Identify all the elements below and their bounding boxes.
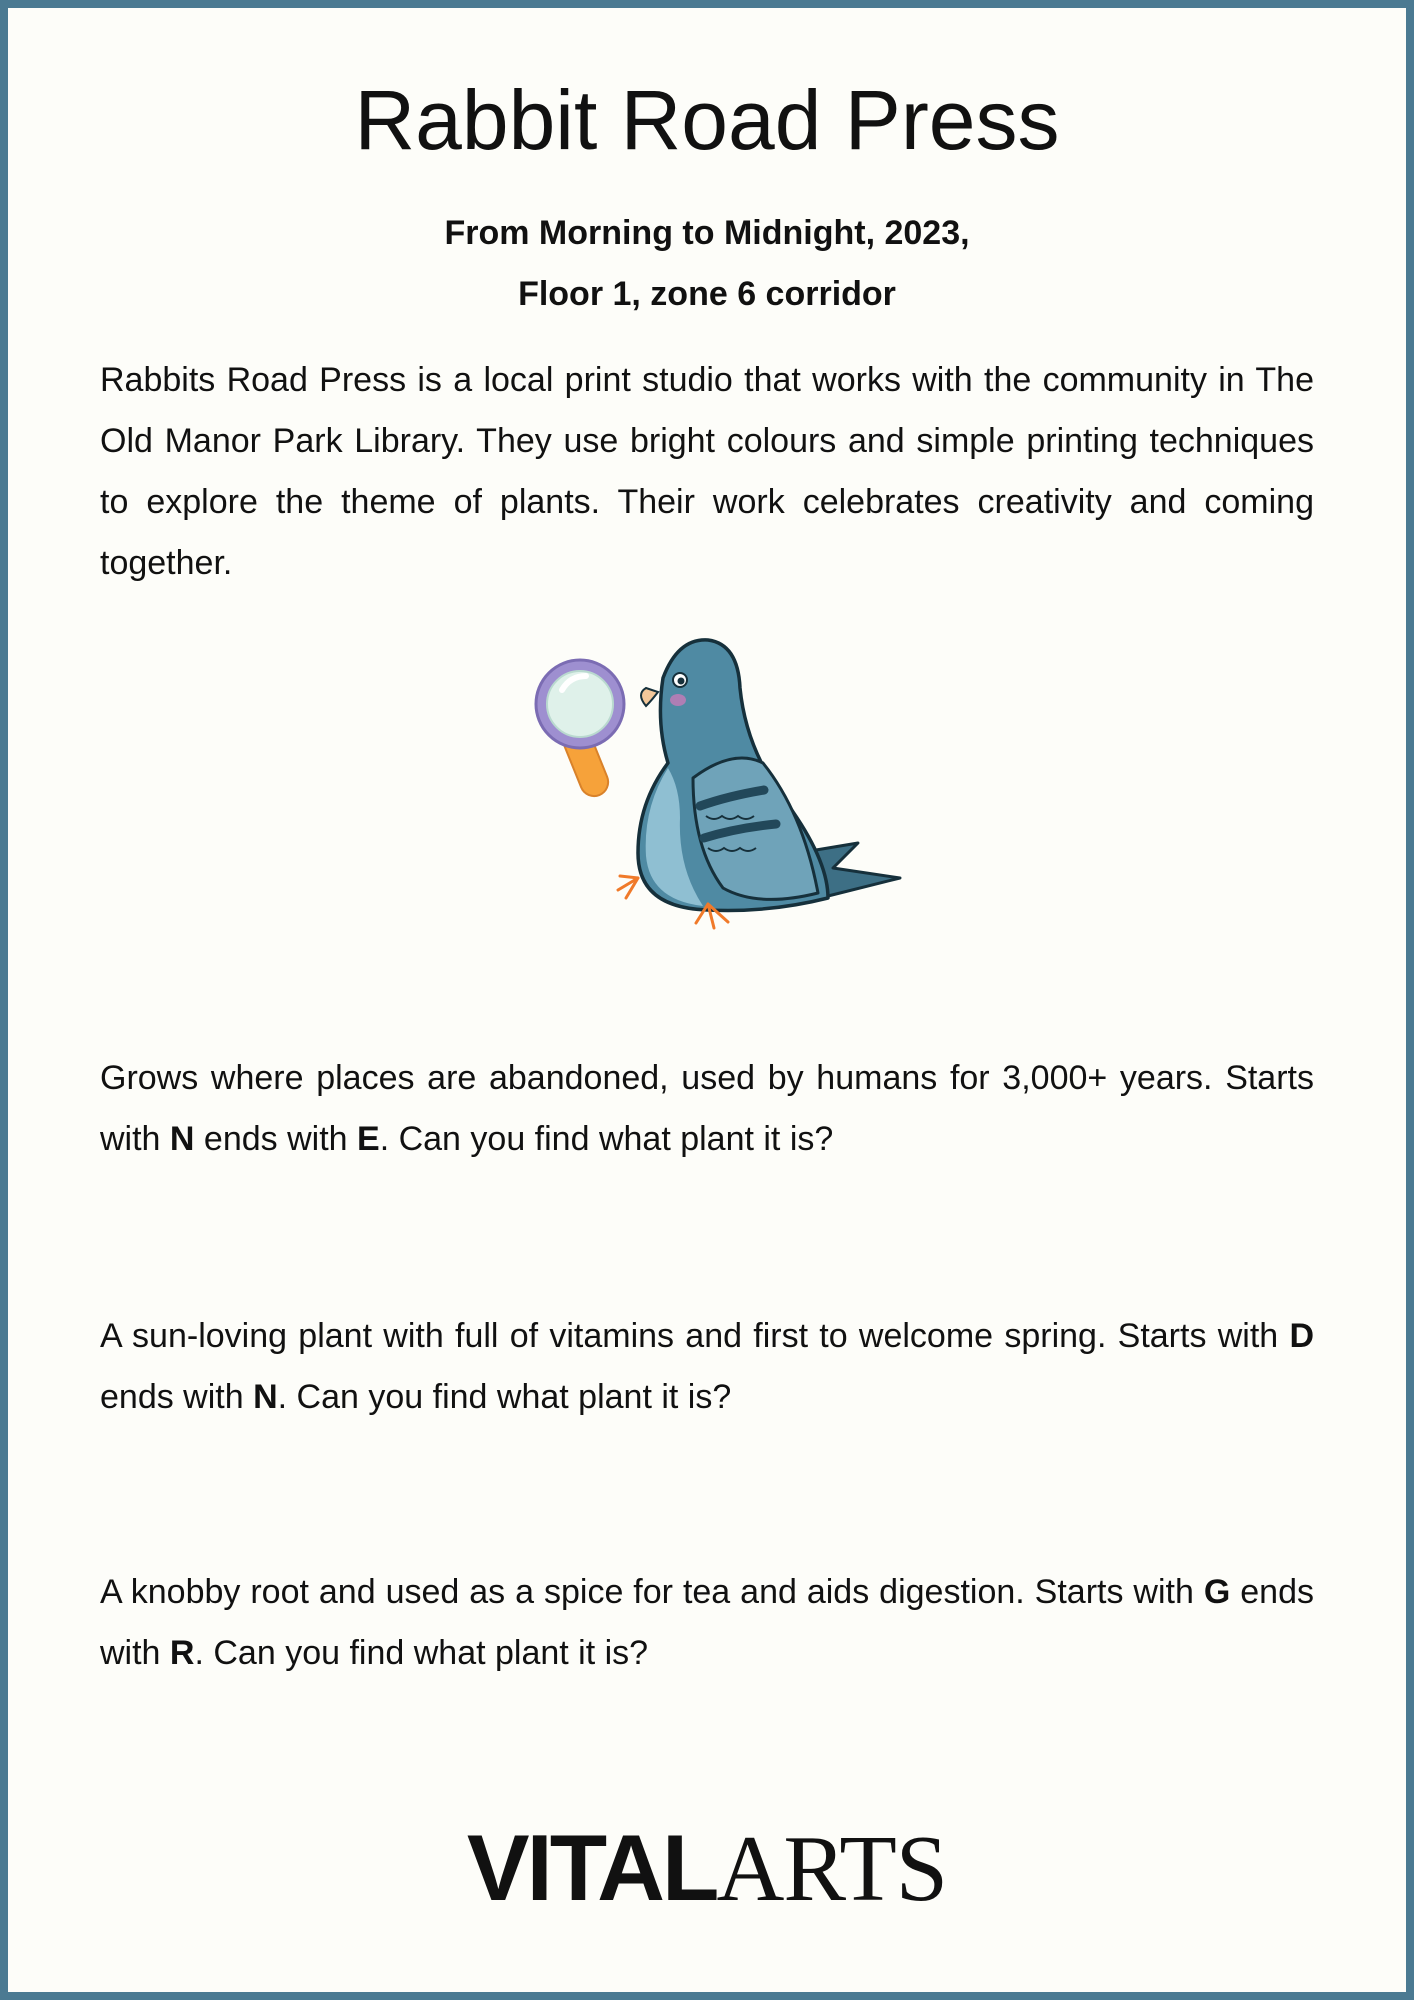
clue-2-middle: ends with xyxy=(100,1378,254,1416)
logo-light-part: ARTS xyxy=(716,1817,948,1921)
poster-page xyxy=(8,8,1406,1992)
clue-1-text: Grows where places are abandoned, used by humans for 3,000+ years. Starts with xyxy=(100,1059,1314,1158)
clue-2-question: . Can you find what plant it is? xyxy=(277,1378,732,1416)
pigeon-magnifier-icon xyxy=(528,628,908,938)
clue-1-first-letter: N xyxy=(169,1120,195,1158)
clue-3-question: . Can you find what plant it is? xyxy=(194,1634,649,1672)
clue-1 xyxy=(100,1048,1314,1170)
clue-3-middle: ends with xyxy=(100,1573,1314,1672)
intro-paragraph: Rabbits Road Press is a local print studio that works with the community in The Old Manor Park Library. They use bright colours and simple printing techniques to explore the theme of plants. Their work celebrates creativity and coming together. xyxy=(100,361,1314,582)
page-title: Rabbit Road Press xyxy=(354,73,1060,167)
event-dates: From Morning to Midnight, 2023, xyxy=(444,214,970,252)
clue-2-text: A sun-loving plant with full of vitamins and first to welcome spring. Starts with xyxy=(100,1317,1290,1355)
clue-3-last-letter: R xyxy=(169,1634,195,1672)
clue-1-middle: ends with xyxy=(194,1120,358,1158)
clue-2 xyxy=(100,1306,1314,1428)
clue-3-first-letter: G xyxy=(1203,1573,1231,1611)
logo-bold-part: VITAL xyxy=(466,1815,717,1920)
clue-1-question: . Can you find what plant it is? xyxy=(379,1120,834,1158)
vitalarts-logo xyxy=(8,1815,1406,1921)
clue-3 xyxy=(100,1562,1314,1684)
clue-2-last-letter: N xyxy=(253,1378,278,1416)
clue-1-last-letter: E xyxy=(357,1120,380,1158)
clue-2-first-letter: D xyxy=(1289,1317,1314,1355)
event-location: Floor 1, zone 6 corridor xyxy=(518,275,896,313)
clue-3-text: A knobby root and used as a spice for tea and aids digestion. Starts with xyxy=(100,1573,1204,1611)
